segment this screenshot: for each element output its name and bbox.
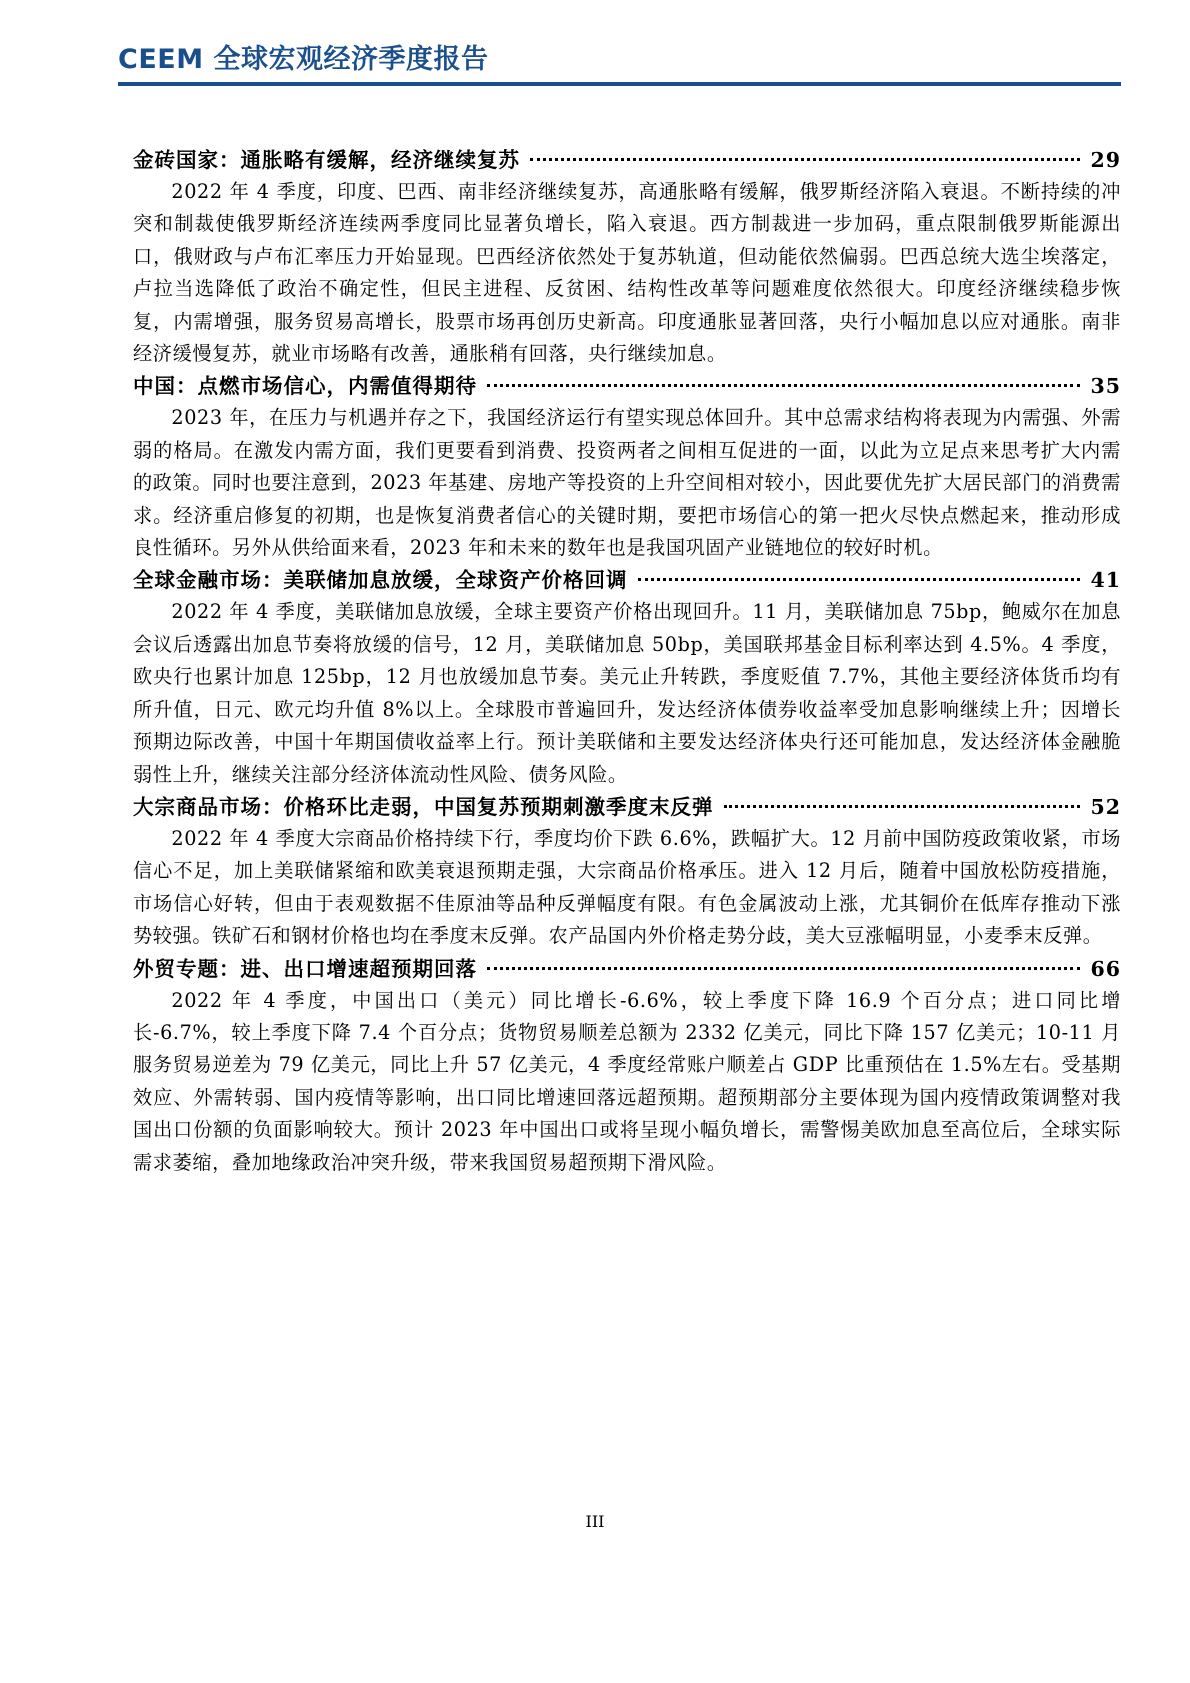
toc-link-commodities[interactable] [133,791,1121,823]
toc-entry-china [133,370,1121,564]
toc-entry-financial-markets [133,564,1121,790]
toc-leader-dots [638,578,1081,581]
toc-entry-commodities [133,791,1121,953]
report-title: CEEM 全球宏观经济季度报告 [118,44,489,75]
toc-link-foreign-trade[interactable] [133,953,1121,985]
toc-page-number: 66 [1090,956,1121,981]
toc-entry-summary: 2022 年 4 季度，印度、巴西、南非经济继续复苏，高通胀略有缓解，俄罗斯经济陷入衰退。不断持续的冲突和制裁使俄罗斯经济连续两季度同比显著负增长，陷入衰退。西方制裁进一步加码，重点限制俄罗斯能源出口，俄财政与卢布汇率压力开始显现。巴西经济依然处于复苏轨道，但动能依然偏弱。巴西总统大选尘埃落定，卢拉当选降低了政治不确定性，但民主进程、反贫困、结构性改革等问题难度依然很大。印度经济继续稳步恢复，内需增强，服务贸易高增长，股票市场再创历史新高。印度通胀显著回落，央行小幅加息以应对通胀。南非经济缓慢复苏，就业市场略有改善，通胀稍有回落，央行继续加息。 [133,180,1121,366]
toc-link-china[interactable] [133,370,1121,402]
toc-leader-dots [530,158,1080,161]
toc-leader-dots [487,384,1080,387]
toc-entry-title: 大宗商品市场：价格环比走弱，中国复苏预期刺激季度末反弹 [133,794,714,819]
toc-entry-title: 中国：点燃市场信心，内需值得期待 [133,374,477,399]
toc-entry-summary: 2022 年 4 季度大宗商品价格持续下行，季度均价下跌 6.6%，跌幅扩大。12 月前中国防疫政策收紧，市场信心不足，加上美联储紧缩和欧美衰退预期走强，大宗商品价格承压。进入 12 月后，随着中国放松防疫措施，市场信心好转，但由于表观数据不佳原油等品种反弹幅度有限。有色金属波动上涨，尤其铜价在低库存推动下涨势较强。铁矿石和钢材价格也均在季度末反弹。农产品国内外价格走势分歧，美大豆涨幅明显，小麦季末反弹。 [133,826,1121,948]
toc-page-number: 52 [1090,794,1121,819]
toc-entry-summary: 2023 年，在压力与机遇并存之下，我国经济运行有望实现总体回升。其中总需求结构将表现为内需强、外需弱的格局。在激发内需方面，我们更要看到消费、投资两者之间相互促进的一面，以此为立足点来思考扩大内需的政策。同时也要注意到，2023 年基建、房地产等投资的上升空间相对较小，因此要优先扩大居民部门的消费需求。经济重启修复的初期，也是恢复消费者信心的关键时期，要把市场信心的第一把火尽快点燃起来，推动形成良性循环。另外从供给面来看，2023 年和未来的数年也是我国巩固产业链地位的较好时机。 [133,406,1121,560]
toc-page-number: 41 [1090,568,1121,593]
toc-leader-dots [724,805,1081,808]
report-header [118,42,1121,86]
toc-page-number: 29 [1090,148,1121,172]
toc-entry-foreign-trade [133,953,1121,1179]
toc-content [133,144,1121,1179]
toc-entry-title: 金砖国家：通胀略有缓解，经济继续复苏 [133,148,520,172]
page-number: III [585,1512,605,1531]
toc-entry-title: 全球金融市场：美联储加息放缓，全球资产价格回调 [133,568,628,593]
toc-entry-summary: 2022 年 4 季度，中国出口（美元）同比增长-6.6%，较上季度下降 16.9 个百分点；进口同比增长-6.7%，较上季度下降 7.4 个百分点；货物贸易顺差总额为 2332 亿美元，同比下降 157 亿美元；10-11 月服务贸易逆差为 79 亿美元，同比上升 57 亿美元，4 季度经常账户顺差占 GDP 比重预估在 1.5%左右。受基期效应、外需转弱、国内疫情等影响，出口同比增速回落远超预期。超预期部分主要体现为国内疫情政策调整对我国出口份额的负面影响较大。预计 2023 年中国出口或将呈现小幅负增长，需警惕美欧加息至高位后，全球实际需求萎缩，叠加地缘政治冲突升级，带来我国贸易超预期下滑风险。 [133,988,1121,1174]
toc-page-number: 35 [1090,374,1121,399]
toc-entry-summary: 2022 年 4 季度，美联储加息放缓，全球主要资产价格出现回升。11 月，美联储加息 75bp，鲍威尔在加息会议后透露出加息节奏将放缓的信号，12 月，美联储加息 50bp，美国联邦基金目标利率达到 4.5%。4 季度，欧央行也累计加息 125bp，12 月也放缓加息节奏。美元止升转跌，季度贬值 7.7%，其他主要经济体货币均有所升值，日元、欧元均升值 8%以上。全球股市普遍回升，发达经济体债券收益率受加息影响继续上升；因增长预期边际改善，中国十年期国债收益率上行。预计美联储和主要发达经济体央行还可能加息，发达经济体金融脆弱性上升，继续关注部分经济体流动性风险、债务风险。 [133,600,1121,786]
toc-leader-dots [487,967,1080,970]
toc-link-financial-markets[interactable] [133,564,1121,596]
toc-entry-brics [133,144,1121,370]
toc-entry-title: 外贸专题：进、出口增速超预期回落 [133,956,477,981]
header-divider [118,82,1121,86]
toc-link-brics[interactable] [133,144,1121,176]
